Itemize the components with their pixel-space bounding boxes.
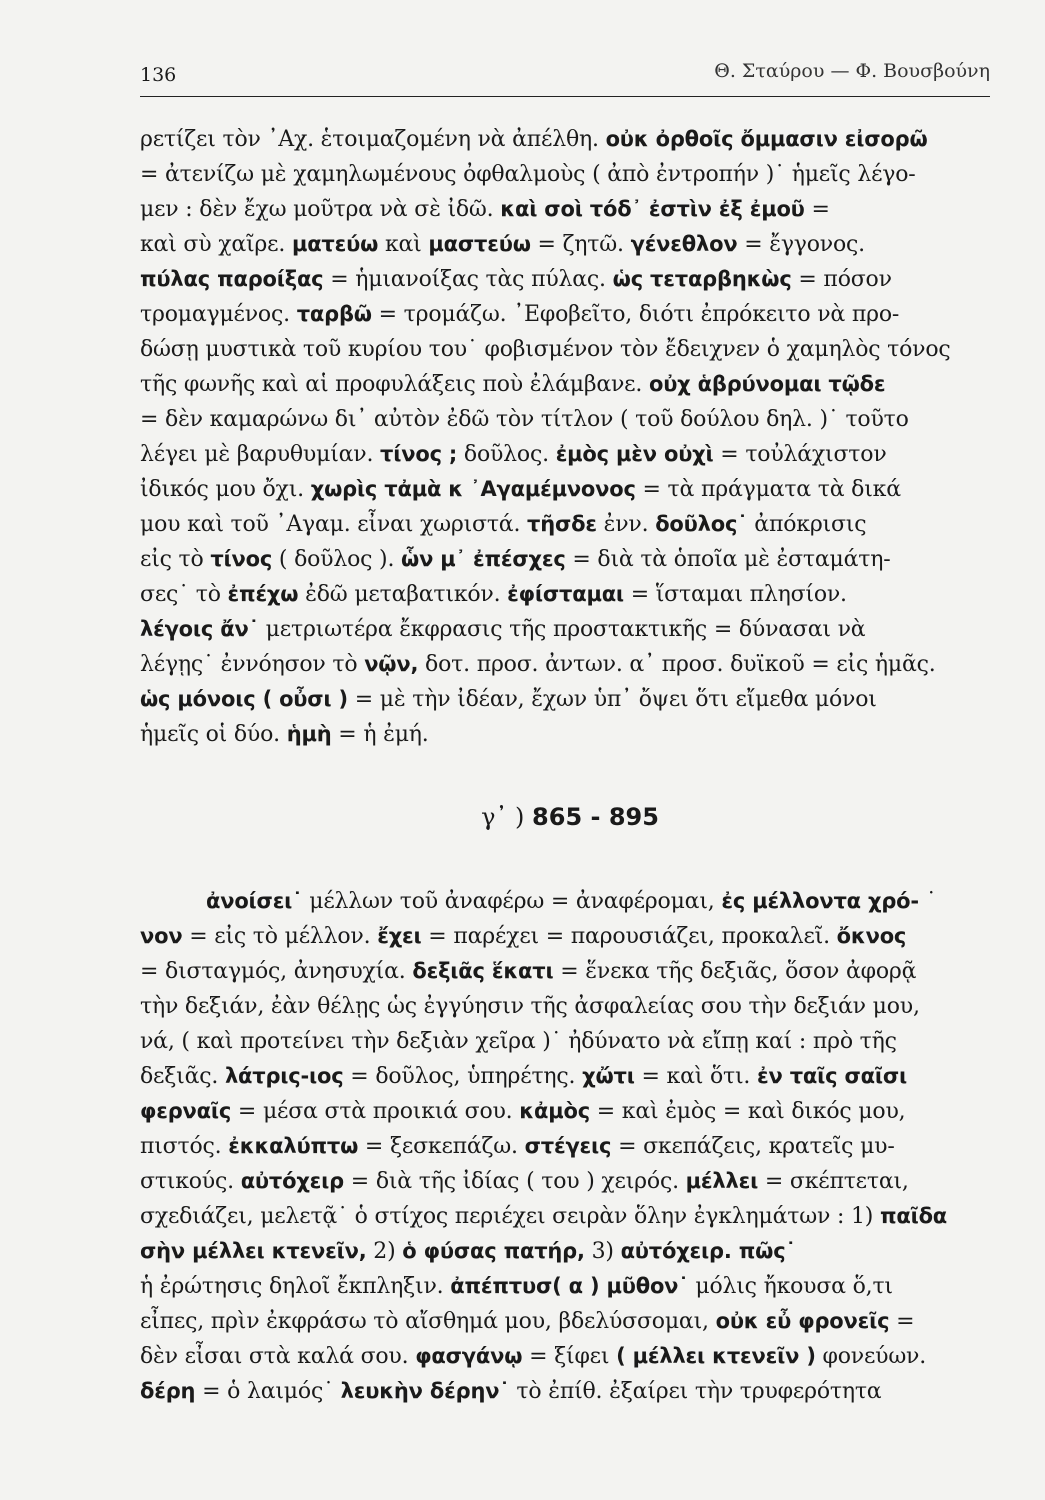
text-line [140, 682, 1000, 717]
gloss: ἐδῶ μεταβατικόν. [298, 582, 508, 607]
gloss: = τρομάζω. ᾿Εφοβεῖτο, διότι ἐπρόκειτο νὰ προ- [371, 302, 900, 327]
gloss: στικούς. [140, 1169, 241, 1194]
text-line [140, 1164, 1000, 1199]
lemma: αὐτόχειρ [240, 1169, 344, 1193]
gloss: μέλλων τοῦ ἀναφέρω = ἀναφέρομαι, [302, 889, 722, 914]
gloss: μόλις ἤκουσα ὅ,τι [688, 1274, 893, 1299]
gloss: = παρέχει = παρουσιάζει, προκαλεῖ. [421, 924, 837, 949]
lemma: ὧν μ᾿ ἐπέσχες [401, 547, 566, 571]
text-line [140, 262, 1000, 297]
text-line [140, 1234, 1000, 1269]
gloss: δοτ. προσ. ἀντων. α᾿ προσ. δυϊκοῦ = εἰς ἡμᾶς. [418, 652, 936, 677]
lemma: ὁ φύσας πατήρ, [402, 1239, 585, 1263]
lemma: λάτρις-ιος [224, 1064, 344, 1088]
lemma: λευκὴν δέρην˙ [340, 1379, 510, 1403]
gloss: δοῦλος. [457, 442, 556, 467]
gloss: δὲν εἶσαι στὰ καλά σου. [140, 1344, 416, 1369]
gloss: = εἰς τὸ μέλλον. [182, 924, 378, 949]
lemma: μέλλει [685, 1169, 759, 1193]
gloss: μου καὶ τοῦ ᾿Αγαμ. εἶναι χωριστά. [140, 512, 528, 537]
gloss: δώσῃ μυστικὰ τοῦ κυρίου του˙ φοβισμένον τὸν ἔδειχνεν ὁ χαμηλὸς τόνος [140, 337, 951, 362]
gloss: ˙ [918, 889, 937, 914]
gloss: τρομαγμένος. [140, 302, 297, 327]
section-marker: γ᾿ ) [481, 803, 525, 831]
gloss: = καὶ ὅτι. [634, 1064, 757, 1089]
lemma: τῆσδε [527, 512, 597, 536]
text-line [140, 1094, 1000, 1129]
lemma: ματεύω [291, 232, 379, 256]
gloss: ( δοῦλος ). [272, 547, 402, 572]
text-line [140, 717, 1000, 752]
header-rule [140, 96, 990, 97]
section-range: 865 - 895 [532, 803, 659, 831]
text-line [140, 577, 1000, 612]
text-line [140, 437, 1000, 472]
gloss: = μέσα στὰ προικιά σου. [231, 1099, 520, 1124]
lemma: ἡμὴ [286, 722, 332, 746]
lemma: δεξιᾶς ἕκατι [412, 959, 554, 983]
gloss: = ἕνεκα τῆς δεξιᾶς, ὅσον ἀφορᾷ [553, 959, 917, 984]
gloss: πιστός. [140, 1134, 229, 1159]
text-line [140, 507, 1000, 542]
text-line [140, 884, 1000, 919]
lemma: ὡς μόνοις ( οὖσι ) [140, 687, 348, 711]
lemma: φερναῖς [140, 1099, 232, 1123]
gloss: μετριωτέρα ἔκφρασις τῆς προστακτικῆς = δύνασαι νὰ [258, 617, 866, 642]
lemma: οὐχ ἁβρύνομαι τῷδε [648, 372, 886, 396]
lemma: μαστεύω [428, 232, 531, 256]
lemma: τίνος [210, 547, 273, 571]
gloss: 3) [584, 1239, 621, 1264]
gloss: = ἵσταμαι πλησίον. [623, 582, 847, 607]
running-head: Θ. Σταύρου — Φ. Βουσβούνη [714, 60, 990, 82]
gloss: = ἡ ἐμή. [331, 722, 429, 747]
gloss: = δοῦλος, ὑπηρέτης. [343, 1064, 583, 1089]
text-line [140, 1129, 1000, 1164]
gloss: νά, ( καὶ προτείνει τὴν δεξιὰν χεῖρα )˙ ἠδύνατο νὰ εἴπῃ καί : πρὸ τῆς [140, 1029, 897, 1054]
text-line [140, 1024, 1000, 1059]
text-line [140, 612, 1000, 647]
text-line [140, 227, 1000, 262]
gloss: καὶ σὺ χαῖρε. [140, 232, 292, 257]
lemma: φασγάνῳ [415, 1344, 523, 1368]
lemma: ταρβῶ [296, 302, 372, 326]
lemma: ἔχει [377, 924, 422, 948]
lemma: οὐκ ὀρθοῖς ὄμμασιν εἰσορῶ [605, 127, 928, 151]
page-header [140, 60, 990, 96]
text-line [140, 332, 1000, 367]
gloss: λέγῃς˙ ἐννόησον τὸ [140, 652, 365, 677]
lemma: ὄκνος [836, 924, 907, 948]
lemma: νῷν, [364, 652, 419, 676]
gloss: = καὶ ἐμὸς = καὶ δικός μου, [589, 1099, 906, 1124]
gloss: = ἀτενίζω μὲ χαμηλωμένους ὀφθαλμοὺς ( ἀπὸ ἐντροπήν )˙ ἡμεῖς λέγο- [140, 162, 916, 187]
gloss: δεξιᾶς. [140, 1064, 225, 1089]
lemma: δέρη [140, 1379, 196, 1403]
lemma: ἐς μέλλοντα χρό- [721, 889, 919, 913]
gloss: = [804, 197, 830, 222]
lemma: χὤτι [582, 1064, 635, 1088]
lemma: χωρὶς τἀμὰ κ ᾿Αγαμέμνονος [310, 477, 636, 501]
text-line [140, 1059, 1000, 1094]
gloss: = σκεπάζεις, κρατεῖς μυ- [611, 1134, 895, 1159]
gloss: σχεδιάζει, μελετᾷ˙ ὁ στίχος περιέχει σειρὰν ὅλην ἐγκλημάτων : 1) [140, 1204, 880, 1229]
gloss: λέγει μὲ βαρυθυμίαν. [140, 442, 381, 467]
lemma: καὶ σοὶ τόδ᾿ ἐστὶν ἐξ ἐμοῦ [500, 197, 805, 221]
lemma: σὴν μέλλει κτενεῖν, [140, 1239, 367, 1263]
gloss: ἡ ἐρώτησις δηλοῖ ἔκπληξιν. [140, 1274, 451, 1299]
text-line [140, 1374, 1000, 1409]
gloss: = ὁ λαιμός˙ [195, 1379, 341, 1404]
gloss: ἐνν. [596, 512, 656, 537]
gloss: εἰς τὸ [140, 547, 211, 572]
lemma: ἐκκαλύπτω [228, 1134, 359, 1158]
gloss: = ξεσκεπάζω. [358, 1134, 525, 1159]
commentary-block-top [140, 122, 1000, 752]
gloss: καὶ [378, 232, 429, 257]
page-number: 136 [140, 64, 177, 86]
gloss: = ἔγγονος. [737, 232, 865, 257]
lemma: ἀνοίσει˙ [206, 889, 303, 913]
lemma: παῖδα [879, 1204, 948, 1228]
lemma: ἐφίσταμαι [507, 582, 624, 606]
gloss: σες˙ τὸ [140, 582, 228, 607]
gloss: εἶπες, πρὶν ἐκφράσω τὸ αἴσθημά μου, βδελύσσομαι, [140, 1309, 716, 1334]
gloss: ἰδικός μου ὄχι. [140, 477, 311, 502]
gloss: = ἡμιανοίξας τὰς πύλας. [323, 267, 613, 292]
gloss: τῆς φωνῆς καὶ αἱ προφυλάξεις ποὺ ἐλάμβανε. [140, 372, 649, 397]
text-line [140, 472, 1000, 507]
gloss: τὴν δεξιάν, ἐὰν θέλῃς ὡς ἐγγύησιν τῆς ἀσφαλείας σου τὴν δεξιάν μου, [140, 994, 920, 1019]
lemma: αὐτόχειρ. πῶς˙ [620, 1239, 796, 1263]
gloss: = ξίφει [522, 1344, 617, 1369]
gloss: = τὰ πράγματα τὰ δικά [635, 477, 901, 502]
gloss: = δὲν καμαρώνω δι᾿ αὐτὸν ἐδῶ τὸν τίτλον ( τοῦ δούλου δηλ. )˙ τοῦτο [140, 407, 909, 432]
gloss: = τοὐλάχιστον [713, 442, 887, 467]
gloss: = πόσον [791, 267, 892, 292]
lemma: τίνος ; [380, 442, 458, 466]
text-line [140, 122, 1000, 157]
text-line [140, 542, 1000, 577]
lemma: οὐκ εὖ φρονεῖς [715, 1309, 890, 1333]
text-line [140, 919, 1000, 954]
gloss: = σκέπτεται, [758, 1169, 909, 1194]
text-line [140, 367, 1000, 402]
lemma: δοῦλος˙ [655, 512, 748, 536]
text-line [140, 1269, 1000, 1304]
text-line [140, 402, 1000, 437]
gloss: ἀπόκρισις [747, 512, 867, 537]
text-line [140, 1304, 1000, 1339]
lemma: νον [140, 924, 183, 948]
lemma: ( μέλλει κτενεῖν ) [616, 1344, 816, 1368]
text-line [140, 1199, 1000, 1234]
lemma: λέγοις ἄν˙ [140, 617, 259, 641]
text-line [140, 647, 1000, 682]
lemma: στέγεις [524, 1134, 612, 1158]
gloss: φονεύων. [815, 1344, 927, 1369]
section-heading [140, 800, 1000, 840]
lemma: κἀμὸς [519, 1099, 590, 1123]
text-line [140, 1339, 1000, 1374]
lemma: ἐμὸς μὲν οὐχὶ [555, 442, 714, 466]
gloss: 2) [366, 1239, 403, 1264]
lemma: ἀπέπτυσ( α ) μῦθον˙ [450, 1274, 689, 1298]
text-line [140, 157, 1000, 192]
lemma: ἐπέχω [227, 582, 299, 606]
gloss: = διὰ τὰ ὁποῖα μὲ ἐσταμάτη- [565, 547, 891, 572]
lemma: ὡς τεταρβηκὼς [612, 267, 792, 291]
text-line [140, 192, 1000, 227]
gloss: μεν : δὲν ἔχω μοῦτρα νὰ σὲ ἰδῶ. [140, 197, 501, 222]
lemma: γένεθλον [630, 232, 738, 256]
commentary-block-bottom [140, 884, 1000, 1409]
text-line [140, 989, 1000, 1024]
gloss: = δισταγμός, ἀνησυχία. [140, 959, 413, 984]
commentary-body [140, 122, 1000, 1409]
gloss: τὸ ἐπίθ. ἐξαίρει τὴν τρυφερότητα [509, 1379, 882, 1404]
gloss: = διὰ τῆς ἰδίας ( του ) χειρός. [344, 1169, 686, 1194]
text-line [140, 954, 1000, 989]
gloss: ἡμεῖς οἱ δύο. [140, 722, 287, 747]
gloss: = [889, 1309, 915, 1334]
gloss: = μὲ τὴν ἰδέαν, ἔχων ὑπ᾿ ὄψει ὅτι εἴμεθα μόνοι [347, 687, 877, 712]
text-line [140, 297, 1000, 332]
lemma: πύλας παροίξας [140, 267, 324, 291]
gloss: = ζητῶ. [530, 232, 631, 257]
lemma: ἐν ταῖς σαῖσι [756, 1064, 907, 1088]
gloss: ρετίζει τὸν ᾿Αχ. ἑτοιμαζομένη νὰ ἀπέλθη. [140, 127, 606, 152]
